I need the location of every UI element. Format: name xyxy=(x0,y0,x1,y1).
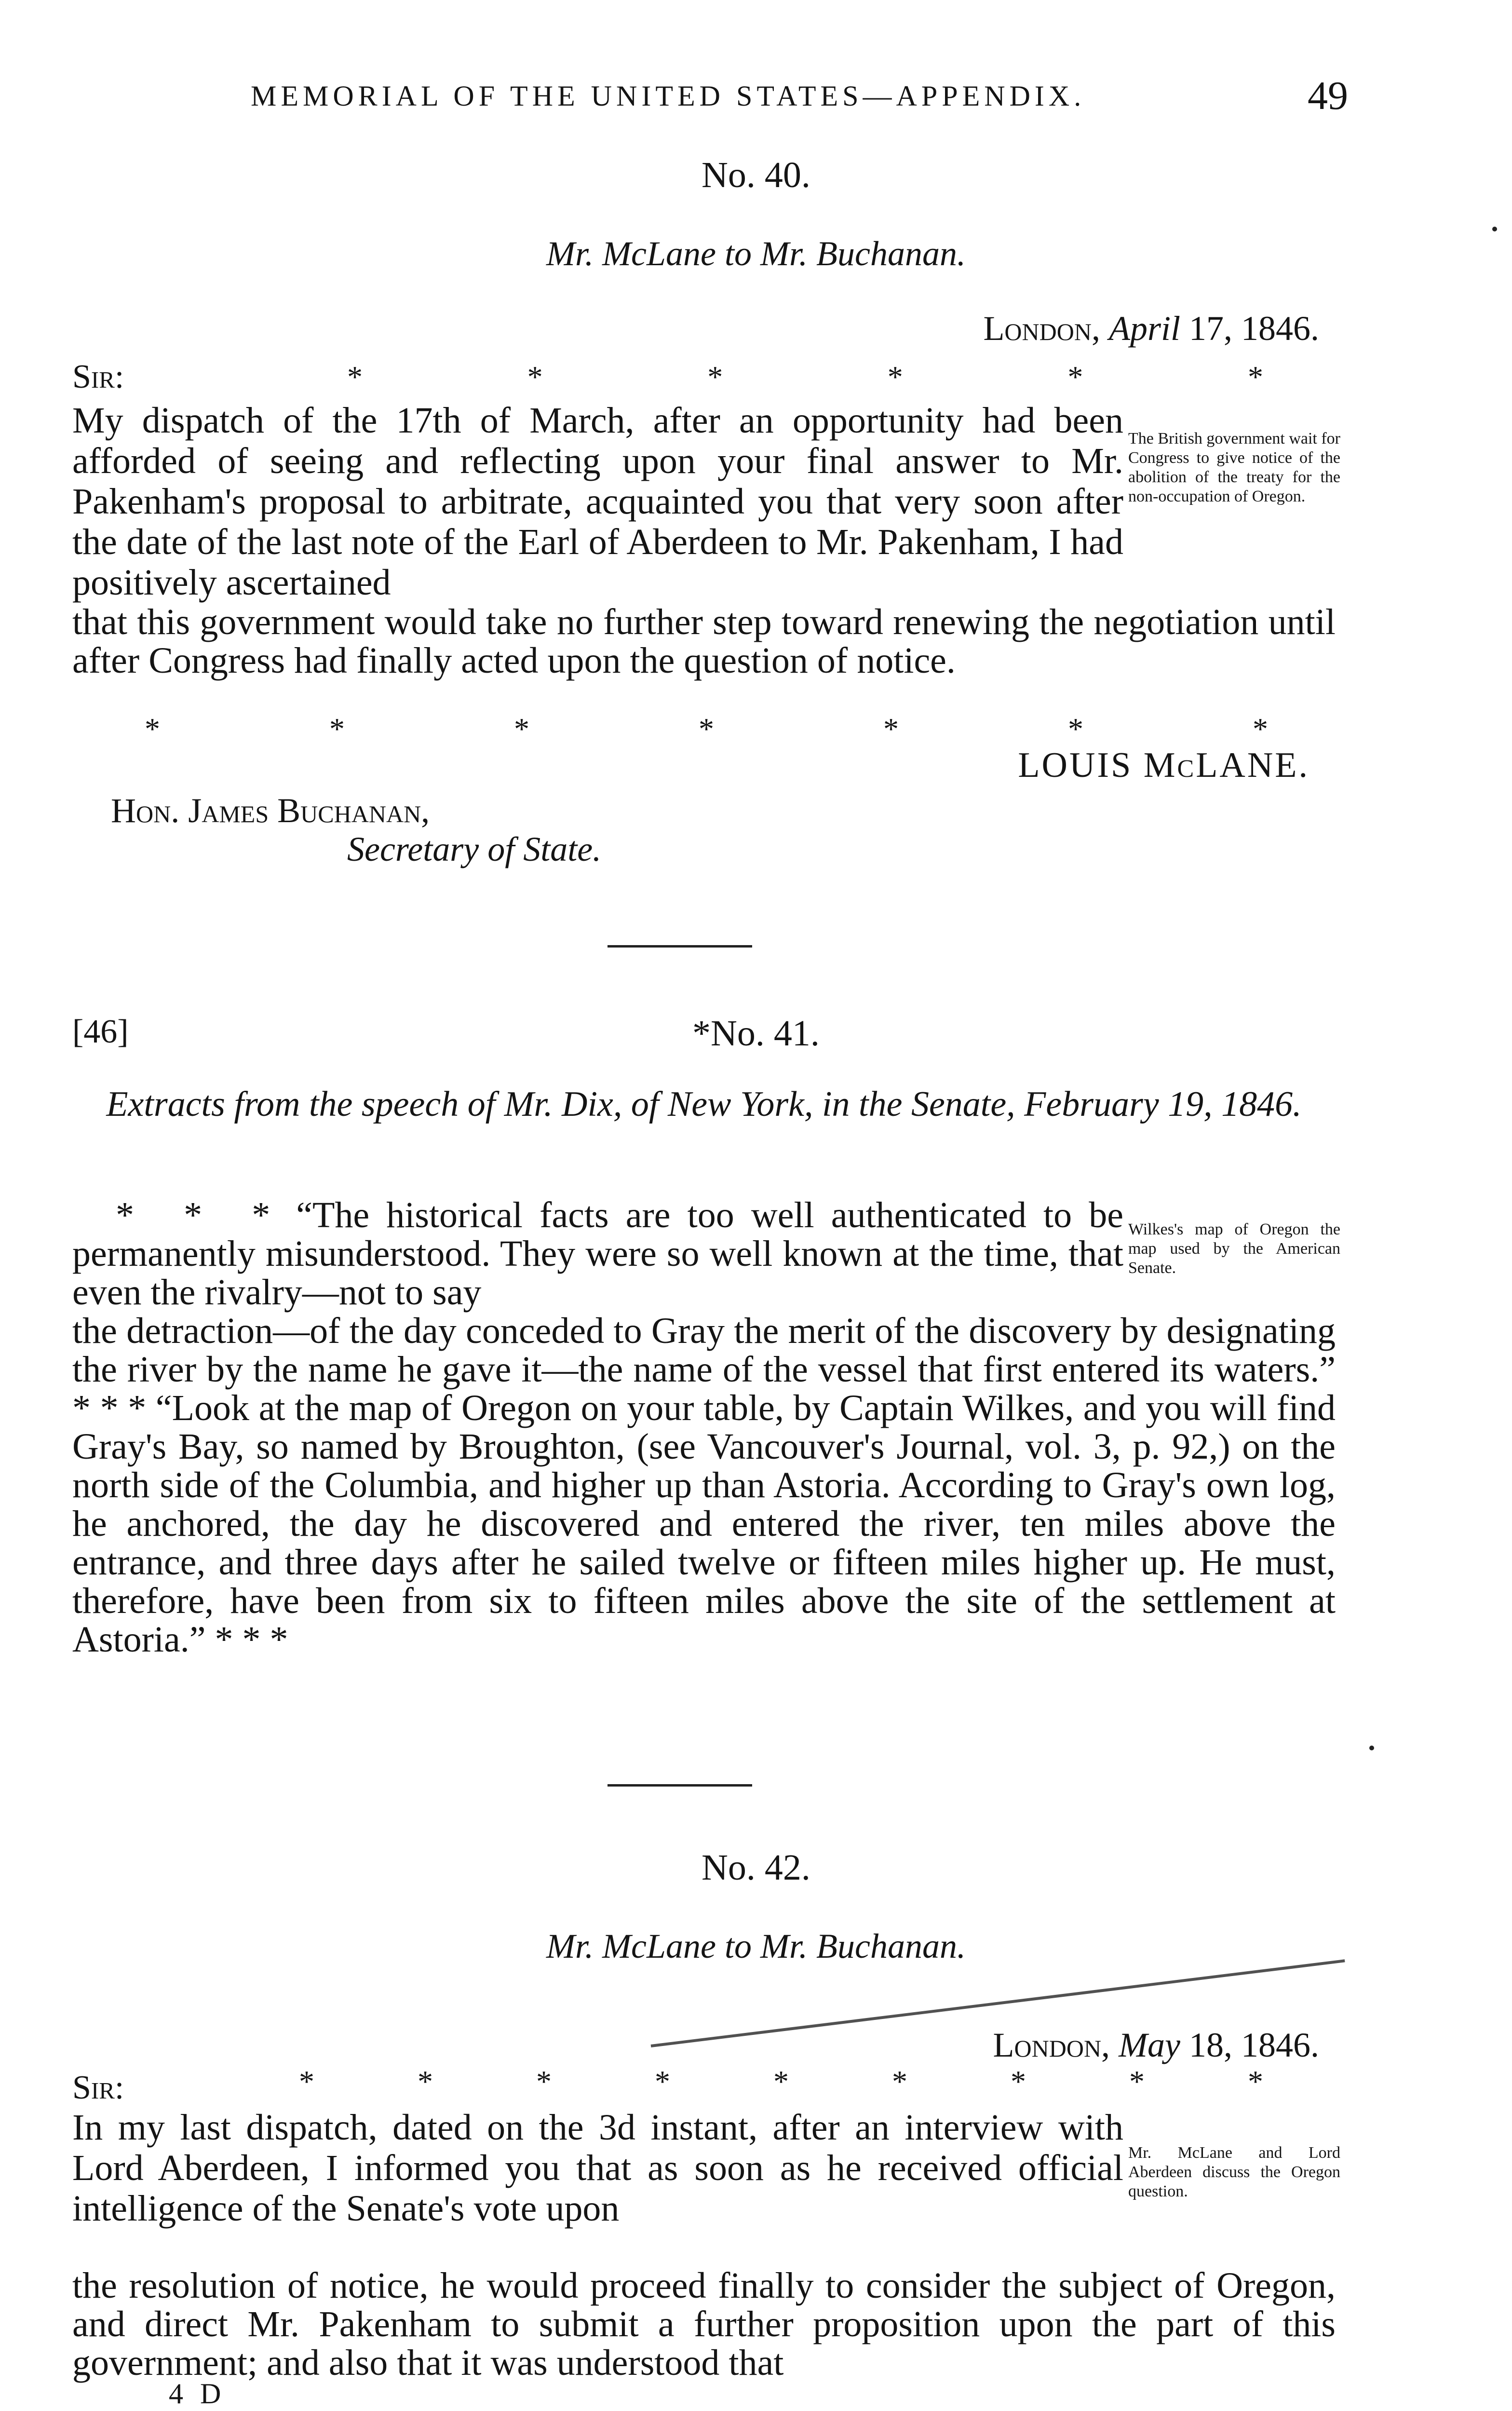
star: * xyxy=(536,2064,552,2099)
doc42-date-place: London, xyxy=(993,2026,1110,2064)
doc40-date-rest: 17, 1846. xyxy=(1189,309,1319,348)
signature-mark: 4 D xyxy=(169,2378,226,2410)
doc41-paragraph-wrapped-text: “The historical facts are too well authenticated to be permanently misunderstood. They were so well known at the time, that even the rivalry—not to say xyxy=(72,1195,1124,1313)
doc42-margin-note: Mr. McLane and Lord Aberdeen discuss the Oregon question. xyxy=(1128,2144,1340,2200)
doc40-dateline xyxy=(983,309,1319,349)
star: * xyxy=(1248,2064,1263,2099)
star: * xyxy=(887,360,903,394)
doc42-stars xyxy=(299,2064,1263,2099)
star: * xyxy=(418,2064,433,2099)
section-divider xyxy=(608,1784,752,1787)
star: * xyxy=(527,360,543,394)
doc40-margin-note: The British government wait for Congress to give notice of the abolition of the treaty for the non-occupation of Oregon. xyxy=(1128,430,1341,505)
scan-speck xyxy=(1492,227,1497,231)
doc42-date-rest: 18, 1846. xyxy=(1189,2026,1319,2064)
doc41-lead xyxy=(72,1196,1123,1312)
doc41-page-ref: [46] xyxy=(72,1013,129,1050)
star: * xyxy=(892,2064,907,2099)
scan-speck xyxy=(1369,1746,1374,1750)
doc42-number: No. 42. xyxy=(702,1847,810,1888)
doc40-paragraph-wrapped: My dispatch of the 17th of March, after an opportunity had been afforded of seeing and reflecting upon your final answer to Mr. Pakenham's proposal to arbitrate, acquainted you that very soon after the date of the last note of the Earl of Aberdeen to Mr. Pakenham, I had positively ascertained xyxy=(72,400,1123,603)
doc40-salutation: Sir: xyxy=(72,358,124,395)
doc41-margin-note: Wilkes's map of Oregon the map used by the American Senate. xyxy=(1128,1220,1340,1277)
star: * xyxy=(1129,2064,1145,2099)
star: * xyxy=(1253,712,1268,746)
star: * xyxy=(347,360,363,394)
star: * xyxy=(145,712,160,746)
doc41-number: *No. 41. xyxy=(692,1013,820,1054)
star: * xyxy=(514,712,529,746)
doc42-salutation: Sir: xyxy=(72,2069,124,2106)
star: * xyxy=(699,712,714,746)
doc40-paragraph-full: that this government would take no further step toward renewing the negotiation until after Congress had finally acted upon the question of notice. xyxy=(72,602,1336,681)
doc42-date-month: May xyxy=(1119,2026,1180,2064)
doc42-paragraph-full: the resolution of notice, he would proceed finally to consider the subject of Oregon, and direct Mr. Pakenham to submit a further proposition upon the part of this government; and also that it was understood that xyxy=(72,2265,1336,2383)
running-header: MEMORIAL OF THE UNITED STATES—APPENDIX. xyxy=(251,80,1086,112)
doc40-date-place: London, xyxy=(983,309,1100,348)
star: * xyxy=(1068,712,1083,746)
doc40-number: No. 40. xyxy=(702,155,810,195)
star: * xyxy=(1067,360,1083,394)
star: * xyxy=(299,2064,314,2099)
doc42-dateline xyxy=(993,2025,1319,2065)
star: * xyxy=(329,712,345,746)
doc41-title: Extracts from the speech of Mr. Dix, of New York, in the Senate, February 19, 1846. xyxy=(106,1084,1302,1124)
doc40-stars xyxy=(347,359,1263,395)
doc40-title: Mr. McLane to Mr. Buchanan. xyxy=(546,234,966,273)
section-divider xyxy=(608,945,752,948)
star: * xyxy=(1247,360,1263,394)
page-number: 49 xyxy=(1308,73,1348,118)
doc41-lead-stars: * * * xyxy=(116,1195,287,1235)
doc41-paragraph-wrapped xyxy=(72,1196,1123,1312)
doc42-paragraph-wrapped: In my last dispatch, dated on the 3d instant, after an interview with Lord Aberdeen, I informed you that as soon as he received official intelligence of the Senate's vote upon xyxy=(72,2107,1123,2229)
doc42-title: Mr. McLane to Mr. Buchanan. xyxy=(546,1927,966,1965)
star: * xyxy=(883,712,899,746)
doc40-closing-stars xyxy=(145,711,1268,747)
doc40-date-month: April xyxy=(1108,309,1180,348)
star: * xyxy=(1011,2064,1026,2099)
doc41-paragraph-full: the detraction—of the day conceded to Gray the merit of the discovery by designating the river by the name he gave it—the name of the vessel that first entered its waters.” * * * “Look at the map of Oregon on your table, by Captain Wilkes, and you will find Gray's Bay, so named by Broughton, (see Vancouver's Journal, vol. 3, p. 92,) on the north side of the Columbia, and higher up than Astoria. According to Gray's own log, he anchored, the day he discovered and entered the river, ten miles above the entrance, and three days after he sailed twelve or fifteen miles higher up. He must, therefore, have been from six to fifteen miles above the site of the settlement at Astoria.” * * * xyxy=(72,1311,1336,1660)
star: * xyxy=(655,2064,670,2099)
star: * xyxy=(707,360,723,394)
doc40-addressee-title: Secretary of State. xyxy=(347,830,602,868)
doc40-addressee: Hon. James Buchanan, xyxy=(111,791,430,830)
doc40-signature: LOUIS McLANE. xyxy=(1018,745,1310,785)
star: * xyxy=(773,2064,789,2099)
